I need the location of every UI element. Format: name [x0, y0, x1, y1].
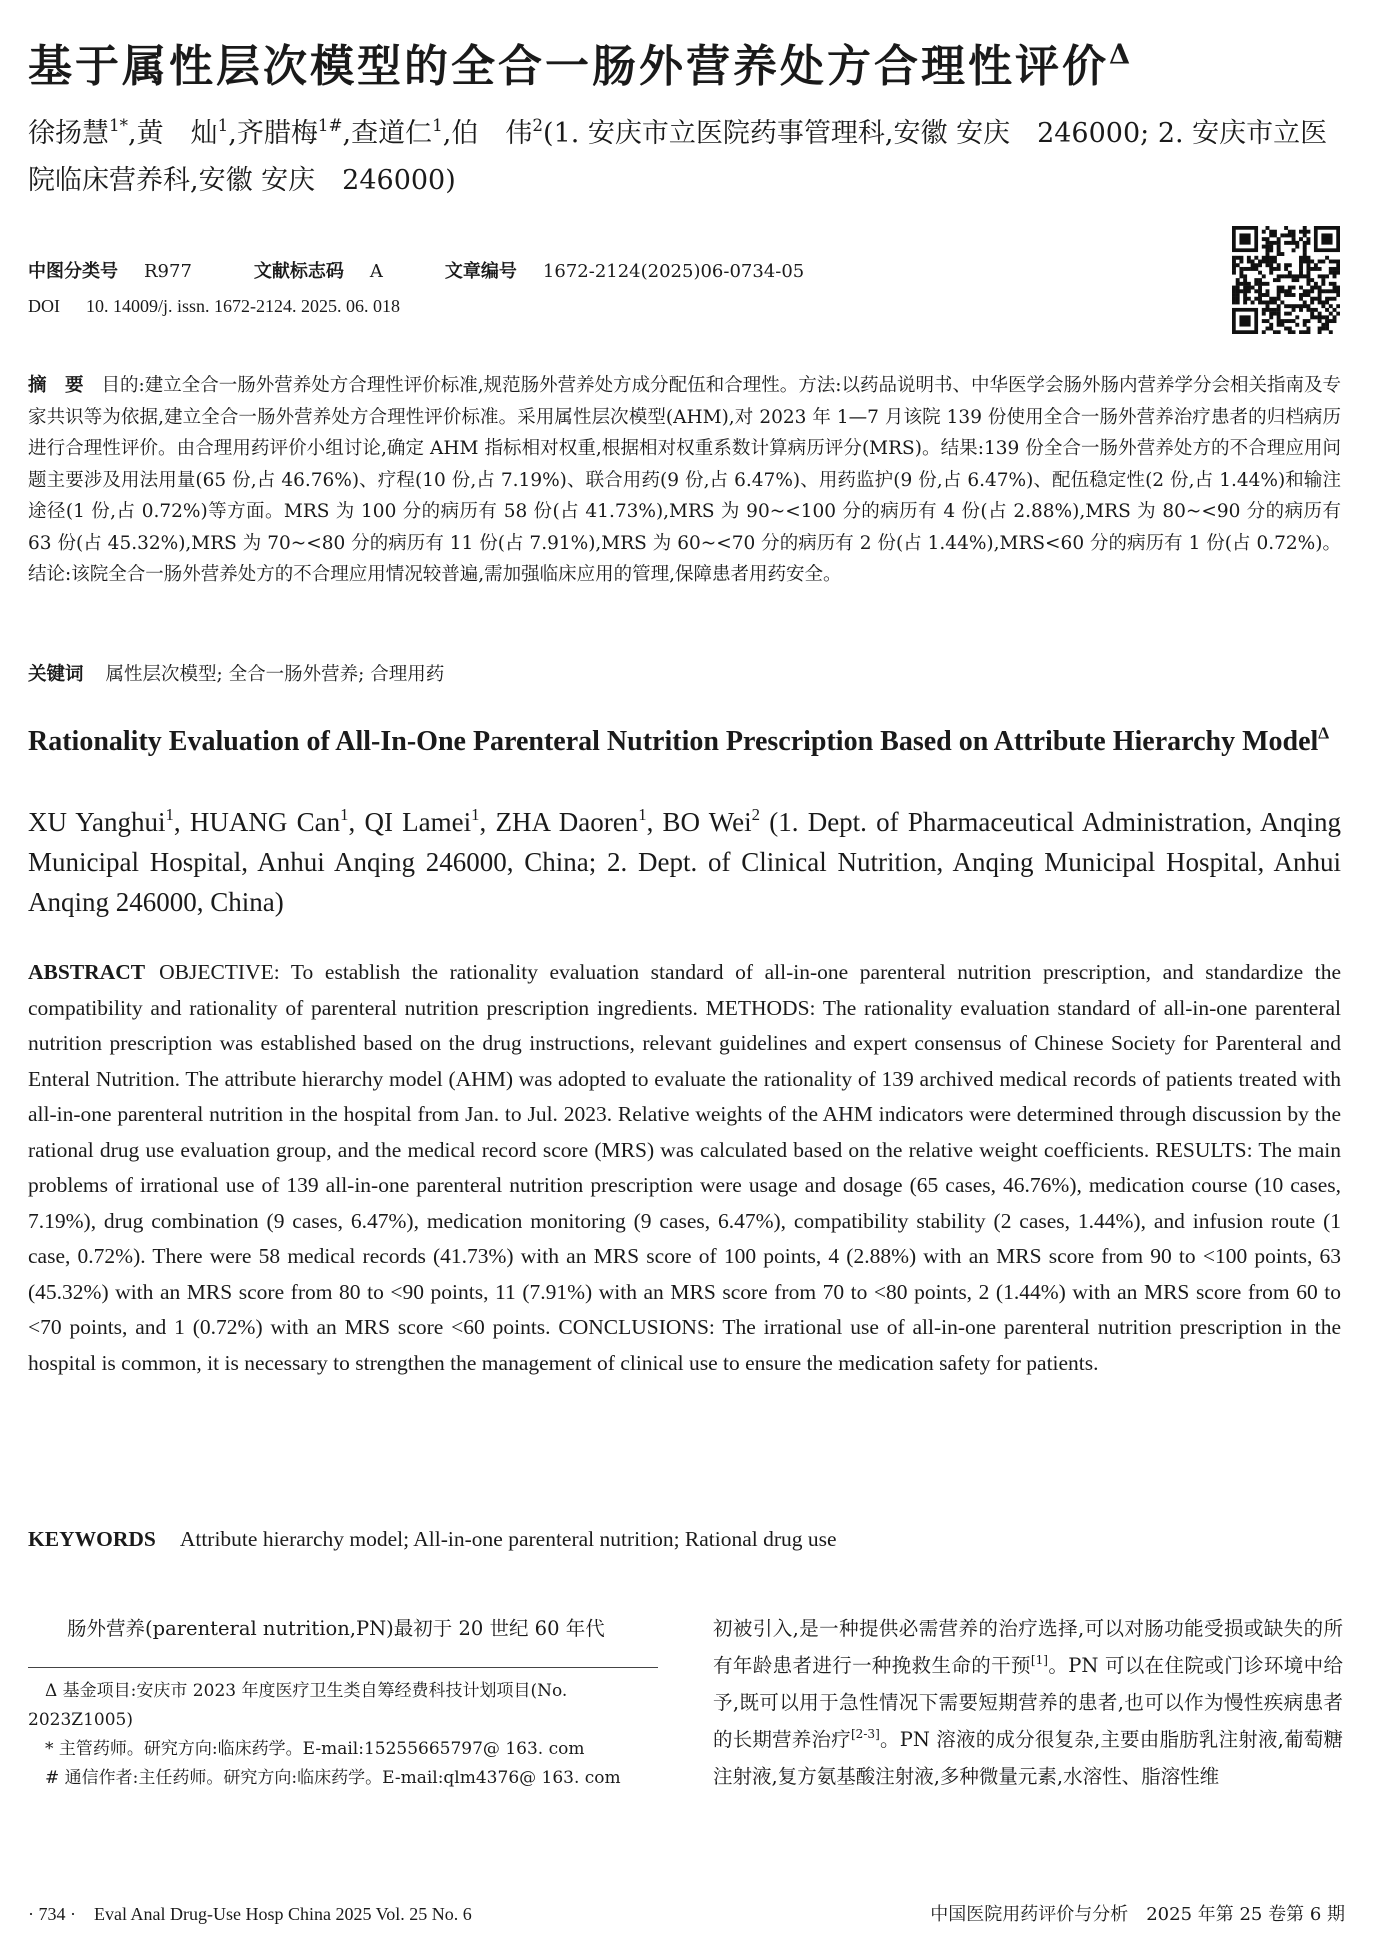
keywords-en [28, 1527, 837, 1552]
footnote-corresponding: # 通信作者:主任药师。研究方向:临床药学。E-mail:qlm4376@ 163. com [45, 1768, 621, 1788]
body-paragraph-col2: 初被引入,是一种提供必需营养的治疗选择,可以对肠功能受损或缺失的所有年龄患者进行一种挽救生命的干预[1]。PN 可以在住院或门诊环境中给予,既可以用于急性情况下需要短期营养的患者,也可以作为慢性疾病患者的长期营养治疗[2-3]。PN 溶液的成分很复杂,主要由脂肪乳注射液,葡萄糖注射液,复方氨基酸注射液,多种微量元素,水溶性、脂溶性维 [713, 1617, 1343, 1788]
article-meta [28, 257, 866, 283]
author-en-2: HUANG Can$^1$ [189, 805, 349, 837]
citation-ref-2-3[interactable]: [2-3] [850, 1727, 880, 1742]
article-no-label: 文章编号 [444, 261, 517, 282]
author-en-1: XU Yanghui$^1$ [28, 805, 174, 837]
doc-code-value: A [369, 261, 383, 282]
title-funding-mark: Δ [1109, 38, 1134, 71]
article-title-en: Rationality Evaluation of All-In-One Parenteral Nutrition Prescription Based on Attribute Hierarchy Model$^\Delta$ [28, 723, 1330, 757]
footnote-funding: Δ 基金项目:安庆市 2023 年度医疗卫生类自筹经费科技计划项目(No. 2023Z1005) [28, 1681, 568, 1730]
footnotes [28, 1677, 658, 1793]
affiliations-en: (1. Dept. of Pharmaceutical Administration, Anqing Municipal Hospital, Anhui Anqing 246000, China; 2. Dept. of Clinical Nutrition, Anqing Municipal Hospital, Anhui Anqing 246000, China) [28, 807, 1342, 917]
keywords-cn-text: 属性层次模型; 全合一肠外营养; 合理用药 [105, 664, 445, 685]
author-en-4: ZHA Daoren$^1$ [495, 805, 647, 837]
clc-label: 中图分类号 [28, 261, 118, 282]
authors-cn: 徐扬慧$^{1*}$,黄 灿$^1$,齐腊梅$^{1\#}$,查道仁$^1$,伯 伟$^2$(1. 安庆市立医院药事管理科,安徽 安庆 246000; 2. 安庆市立医院临床营养科,安徽 安庆 246000) [28, 115, 1328, 196]
author-2: 黄 灿$^1$ [136, 115, 229, 149]
title-en-funding-mark: Δ [1318, 723, 1330, 743]
footnote-first-author: * 主管药师。研究方向:临床药学。E-mail:15255665797@ 163. com [45, 1739, 585, 1759]
keywords-cn-label: 关键词 [28, 664, 84, 685]
body-paragraph-col1: 肠外营养(parenteral nutrition,PN)最初于 20 世纪 60 年代 [67, 1617, 605, 1640]
doi-label: DOI [28, 296, 60, 316]
page-footer-right: 中国医院用药评价与分析 2025 年第 25 卷第 6 期 [930, 1904, 1345, 1925]
author-1: 徐扬慧$^{1*}$ [28, 115, 129, 149]
keywords-en-label: KEYWORDS [28, 1527, 156, 1551]
footnote-divider [28, 1667, 658, 1668]
author-3: 齐腊梅$^{1\#}$ [236, 115, 343, 149]
author-en-5: BO Wei$^2$ [662, 805, 760, 837]
keywords-en-text: Attribute hierarchy model; All-in-one parenteral nutrition; Rational drug use [179, 1527, 837, 1551]
abstract-cn-text: 目的:建立全合一肠外营养处方合理性评价标准,规范肠外营养处方成分配伍和合理性。方法:以药品说明书、中华医学会肠外肠内营养学分会相关指南及专家共识等为依据,建立全合一肠外营养处方合理性评价标准。采用属性层次模型(AHM),对 2023 年 1—7 月该院 139 份使用全合一肠外营养治疗患者的归档病历进行合理性评价。由合理用药评价小组讨论,确定 AHM 指标相对权重,根据相对权重系数计算病历评分(MRS)。结果:139 份全合一肠外营养处方的不合理应用问题主要涉及用法用量(65 份,占 46.76%)、疗程(10 份,占 7.19%)、联合用药(9 份,占 6.47%)、用药监护(9 份,占 6.47%)、配伍稳定性(2 份,占 1.44%)和输注途径(1 份,占 0.72%)等方面。MRS 为 100 分的病历有 58 份(占 41.73%),MRS 为 90~<100 分的病历有 4 份(占 2.88%),MRS 为 80~<90 分的病历有 63 份(占 45.32%),MRS 为 70~<80 分的病历有 11 份(占 7.91%),MRS 为 60~<70 分的病历有 2 份(占 1.44%),MRS<60 分的病历有 1 份(占 0.72%)。结论:该院全合一肠外营养处方的不合理应用情况较普遍,需加强临床应用的管理,保障患者用药安全。 [28, 375, 1341, 585]
authors-en: XU Yanghui$^1$, HUANG Can$^1$, QI Lamei$^1$, ZHA Daoren$^1$, BO Wei$^2$ (1. Dept. of Pharmaceutical Administration, Anqing Municipal Hospital, Anhui Anqing 246000, China; 2. Dept. of Clinical Nutrition, Anqing Municipal Hospital, Anhui Anqing 246000, China) [28, 805, 1342, 917]
abstract-cn-label: 摘 要 [28, 375, 84, 396]
article-title-cn [28, 30, 1348, 94]
article-no-value: 1672-2124(2025)06-0734-05 [542, 261, 805, 282]
abstract-en [28, 955, 1341, 1381]
page-footer-left: · 734 · Eval Anal Drug-Use Hosp China 2025 Vol. 25 No. 6 [28, 1904, 472, 1924]
qr-code-icon [1232, 226, 1340, 334]
doi-line [28, 296, 400, 317]
abstract-en-label: ABSTRACT [28, 960, 146, 984]
abstract-en-text: OBJECTIVE: To establish the rationality evaluation standard of all-in-one parenteral nutrition prescription, and standardize the compatibility and rationality of parenteral nutrition prescription ingredients. METHODS: The rationality evaluation standard of all-in-one parenteral nutrition prescription was established based on the drug instructions, relevant guidelines and expert consensus of Chinese Society for Parenteral and Enteral Nutrition. The attribute hierarchy model (AHM) was adopted to evaluate the rationality of 139 archived medical records of patients treated with all-in-one parenteral nutrition in the hospital from Jan. to Jul. 2023. Relative weights of the AHM indicators were determined through discussion by the rational drug use evaluation group, and the medical record score (MRS) was calculated based on the relative weight coefficients. RESULTS: The main problems of irrational use of 139 all-in-one parenteral nutrition prescription were usage and dosage (65 cases, 46.76%), medication course (10 cases, 7.19%), drug combination (9 cases, 6.47%), medication monitoring (9 cases, 6.47%), compatibility stability (2 cases, 1.44%), and infusion route (1 case, 0.72%). There were 58 medical records (41.73%) with an MRS score of 100 points, 4 (2.88%) with an MRS score from 90 to <100 points, 63 (45.32%) with an MRS score from 80 to <90 points, 11 (7.91%) with an MRS score from 70 to <80 points, 2 (1.44%) with an MRS score from 60 to <70 points, and 1 (0.72%) with an MRS score <60 points. CONCLUSIONS: The irrational use of all-in-one parenteral nutrition prescription in the hospital is common, it is necessary to strengthen the management of clinical use to ensure the medication safety for patients. [28, 960, 1341, 1375]
abstract-cn [28, 370, 1341, 591]
author-4: 查道仁$^1$ [351, 115, 443, 149]
citation-ref-1[interactable]: [1] [1030, 1653, 1048, 1668]
keywords-cn [28, 660, 444, 686]
doc-code-label: 文献标志码 [253, 261, 344, 282]
author-en-3: QI Lamei$^1$ [364, 805, 480, 837]
doi-value: 10. 14009/j. issn. 1672-2124. 2025. 06. 018 [86, 296, 401, 316]
clc-value: R977 [144, 261, 192, 282]
title-text: 基于属性层次模型的全合一肠外营养处方合理性评价 [28, 41, 1109, 92]
author-5: 伯 伟$^2$ [451, 115, 544, 149]
affiliations-cn: (1. 安庆市立医院药事管理科,安徽 安庆 246000; 2. 安庆市立医院临床营养科,安徽 安庆 246000) [28, 118, 1328, 196]
